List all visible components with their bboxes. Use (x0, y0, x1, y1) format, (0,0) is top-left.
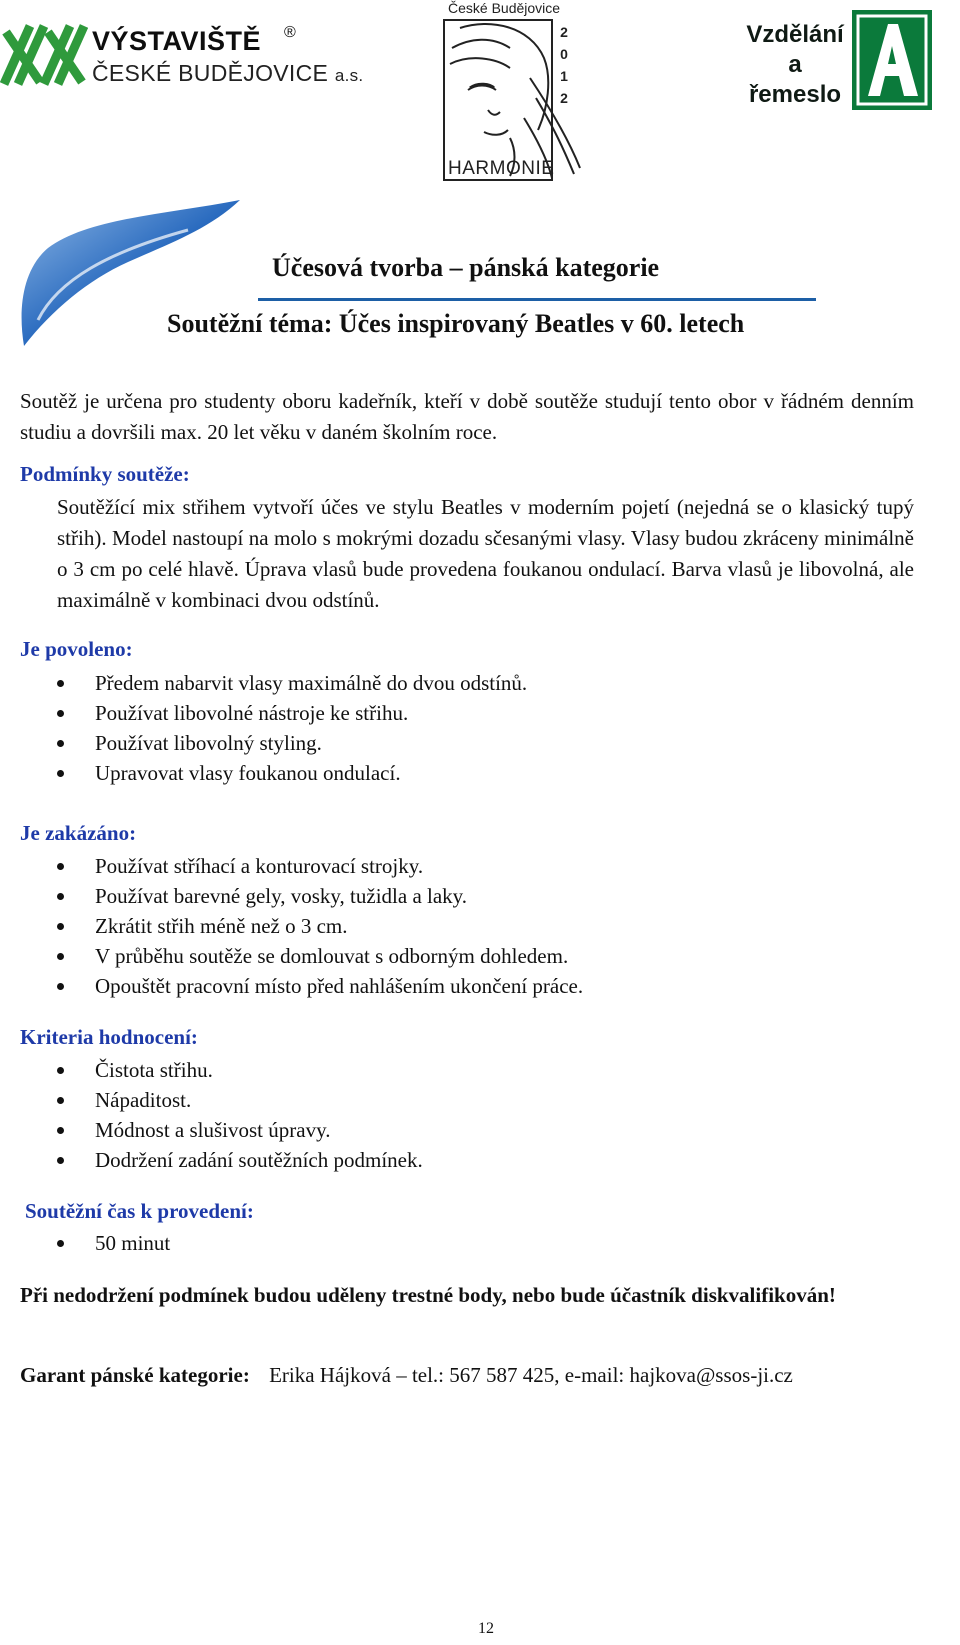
letter-a-icon (852, 10, 932, 110)
allowed-list (20, 668, 527, 788)
list-item: Opouštět pracovní místo před nahlášením ukončení práce. (20, 971, 583, 1001)
bullet-icon (57, 863, 64, 870)
page-title: Účesová tvorba – pánská kategorie (272, 253, 660, 282)
vystaviste-name: VÝSTAVIŠTĚ (92, 26, 262, 56)
list-item: Čistota střihu. (20, 1055, 423, 1085)
vystaviste-city: ČESKÉ BUDĚJOVICE a.s. (92, 60, 364, 86)
vystaviste-mark-icon (0, 18, 88, 86)
time-list (20, 1228, 170, 1258)
guarantor-contact: Erika Hájková – tel.: 567 587 425, e-mail: hajkova@ssos-ji.cz (269, 1363, 793, 1387)
registered-mark: ® (284, 24, 296, 41)
page-number: 12 (478, 1620, 494, 1637)
list-item: Používat stříhací a konturovací strojky. (20, 851, 583, 881)
list-item: 50 minut (20, 1228, 170, 1258)
bullet-icon (57, 680, 64, 687)
list-item: Používat libovolný styling. (20, 728, 527, 758)
bullet-icon (57, 1097, 64, 1104)
vzdelani-a-remeslo-logo (746, 10, 932, 112)
list-item: Upravovat vlasy foukanou ondulací. (20, 758, 527, 788)
vystaviste-logo (0, 8, 364, 86)
criteria-list (20, 1055, 423, 1175)
title-rule (258, 298, 816, 301)
bullet-icon (57, 1067, 64, 1074)
page-subtitle: Soutěžní téma: Účes inspirovaný Beatles v 60. letech (167, 309, 745, 338)
year-digit: 2 (560, 24, 568, 40)
year-digit: 0 (560, 46, 568, 62)
year-digit: 2 (560, 90, 568, 106)
guarantor-line (20, 1363, 793, 1388)
vzdelani-a-remeslo-text: Vzdělání a řemeslo (746, 21, 844, 108)
forbidden-heading: Je zakázáno: (20, 821, 137, 845)
bullet-icon (57, 1240, 64, 1247)
list-item: Používat libovolné nástroje ke střihu. (20, 698, 527, 728)
bullet-icon (57, 893, 64, 900)
bullet-icon (57, 923, 64, 930)
year-digit: 1 (560, 68, 568, 84)
allowed-heading: Je povoleno: (20, 637, 133, 661)
list-item: Nápaditost. (20, 1085, 423, 1115)
conditions-heading: Podmínky soutěže: (20, 462, 190, 486)
harmonie-city: České Budějovice (448, 0, 561, 16)
harmonie-name: HARMONIE (448, 158, 555, 179)
criteria-heading: Kriteria hodnocení: (20, 1025, 198, 1049)
bullet-icon (57, 983, 64, 990)
guarantor-label: Garant pánské kategorie: (20, 1363, 250, 1387)
forbidden-list (20, 851, 583, 1001)
list-item: V průběhu soutěže se domlouvat s odborným dohledem. (20, 941, 583, 971)
conditions-text: Soutěžící mix střihem vytvoří účes ve stylu Beatles v moderním pojetí (nejedná se o klasický tupý střih). Model nastoupí na molo s mokrými dozadu sčesanými vlasy. Vlasy budou zkráceny minimálně o 3 cm po celé hlavě. Úprava vlasů bude provedena foukanou ondulací. Barva vlasů je libovolná, ale maximálně v kombinaci dvou odstínů. (57, 495, 914, 612)
bullet-icon (57, 770, 64, 777)
list-item: Používat barevné gely, vosky, tužidla a laky. (20, 881, 583, 911)
bullet-icon (57, 1157, 64, 1164)
bullet-icon (57, 740, 64, 747)
bullet-icon (57, 953, 64, 960)
bullet-icon (57, 710, 64, 717)
list-item: Zkrátit střih méně než o 3 cm. (20, 911, 583, 941)
list-item: Módnost a slušivost úpravy. (20, 1115, 423, 1145)
time-heading: Soutěžní čas k provedení: (25, 1199, 254, 1223)
bullet-icon (57, 1127, 64, 1134)
list-item: Dodržení zadání soutěžních podmínek. (20, 1145, 423, 1175)
intro-paragraph: Soutěž je určena pro studenty oboru kadeřník, kteří v době soutěže studují tento obor v řádném denním studiu a dovršili max. 20 let věku v daném školním roce. (20, 389, 914, 444)
harmonie-logo (440, 0, 600, 185)
list-item: Předem nabarvit vlasy maximálně do dvou odstínů. (20, 668, 527, 698)
penalty-notice: Při nedodržení podmínek budou uděleny trestné body, nebo bude účastník diskvalifikován! (20, 1283, 836, 1307)
